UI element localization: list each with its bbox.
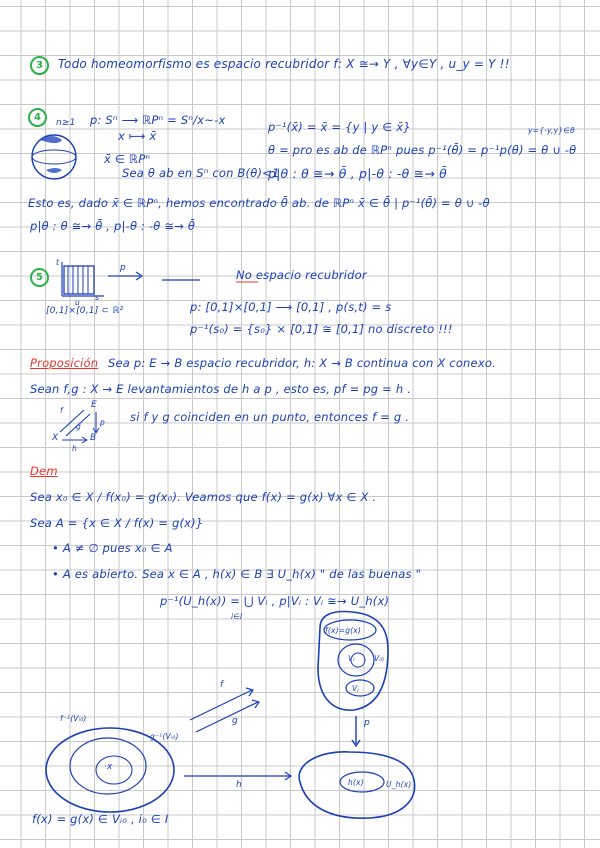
projection-arrow-label: p: [120, 263, 126, 273]
open-set-definition: Sea θ ab en Sⁿ con B(θ)<1: [122, 166, 280, 180]
theta-open: θ = pro es ab de ℝPⁿ pues p⁻¹(θ̄) = p⁻¹p(θ) = θ ∪ -θ: [268, 143, 577, 157]
label-f-inv: f⁻¹(Vᵢ₀): [60, 714, 87, 723]
label-x: ·x: [104, 762, 113, 772]
unit-square-label: [0,1]×[0,1] ⊂ ℝ²: [46, 306, 124, 316]
label-h: h: [236, 780, 242, 790]
axis-s: s: [95, 293, 100, 302]
conclusion-line: Esto es, dado x̄ ∈ ℝPⁿ, hemos encontrado θ̄ ab. de ℝPⁿ x̄ ∈ θ̄ | p⁻¹(θ̄) = θ ∪ -θ: [28, 196, 490, 210]
restriction-homeos-2: p|θ : θ ≅→ θ̄ , p|-θ : -θ ≅→ θ̄: [30, 219, 196, 233]
label-f: f: [220, 680, 224, 690]
label-fx-gx: f(x)=g(x): [325, 626, 362, 635]
diagram-p: p: [100, 418, 105, 427]
label-vi: Vᵢ: [348, 654, 355, 663]
label-g-inv: g⁻¹(Vᵢ₀): [150, 732, 179, 741]
proof-line-1: Sea x₀ ∈ X / f(x₀) = g(x₀). Veamos que f(x) = g(x) ∀x ∈ X .: [30, 490, 377, 504]
proof-bullet-1: • A ≠ ∅ pues x₀ ∈ A: [52, 541, 173, 555]
diagram-E: E: [91, 400, 97, 410]
diagram-h: h: [72, 444, 77, 453]
proof-title: Dem: [30, 464, 58, 478]
label-g: g: [232, 716, 238, 726]
item-number-4: 4: [28, 108, 47, 127]
n-condition: n≥1: [56, 118, 76, 128]
item-number-3: 3: [30, 56, 49, 75]
diagram-f: f: [60, 406, 63, 415]
proof-bullet-2: • A es abierto. Sea x ∈ A , h(x) ∈ B ∃ U_h(x) " de las buenas ": [52, 567, 422, 581]
projection-map: p: [0,1]×[0,1] ⟶ [0,1] , p(s,t) = s: [190, 300, 392, 314]
proposition-line-2: Sean f,g : X → E levantamientos de h a p , esto es, pf = pg = h .: [30, 382, 412, 396]
label-hx: h(x): [348, 778, 364, 787]
preimage-decomposition: p⁻¹(U_h(x)) = ⋃ Vᵢ , p|Vᵢ : Vᵢ ≅→ U_h(x): [160, 594, 390, 608]
label-vi0: Vᵢ₀: [374, 654, 385, 663]
xbar-in-rpn: x̄ ∈ ℝPⁿ: [104, 152, 151, 166]
index-set: i∈I: [231, 612, 243, 621]
proof-bottom-line: f(x) = g(x) ∈ Vᵢ₀ , i₀ ∈ I: [32, 812, 169, 826]
restriction-homeos: p|θ : θ ≅→ θ̄ , p|-θ : -θ ≅→ θ̄: [268, 166, 448, 181]
diagram-B: B: [90, 433, 97, 443]
proposition-line-1: Sea p: E → B espacio recubridor, h: X → B continua con X conexo.: [108, 356, 496, 370]
proposition-line-3: si f y g coinciden en un punto, entonces f = g .: [130, 410, 410, 424]
label-U: U_h(x): [386, 780, 412, 789]
axis-u: u: [75, 298, 80, 307]
diagram-X: X: [52, 433, 59, 443]
projective-map: p: Sⁿ ⟶ ℝPⁿ = Sⁿ/x~-x: [90, 113, 226, 127]
proof-line-2: Sea A = {x ∈ X / f(x) = g(x)}: [30, 516, 204, 530]
homeomorphism-statement: Todo homeomorfismo es espacio recubridor f: X ≅→ Y , ∀y∈Y , u_y = Y !!: [58, 57, 510, 71]
label-p: p: [364, 718, 370, 728]
top-right-note: y={-y,y}∈θ: [528, 126, 575, 135]
diagram-g: g: [76, 422, 81, 431]
not-covering-note: No espacio recubridor: [236, 268, 367, 282]
label-vj: Vⱼ: [352, 684, 359, 693]
axis-t: t: [56, 258, 60, 267]
item-number-5: 5: [30, 268, 49, 287]
fiber-not-discrete: p⁻¹(s₀) = {s₀} × [0,1] ≅ [0,1] no discreto !!!: [190, 322, 453, 336]
proposition-title: Proposición: [30, 356, 99, 370]
map-element: x ⟼ x̄: [118, 129, 157, 143]
fiber-definition: p⁻¹(x̄) = x̄ = {y | y ∈ x̄}: [268, 120, 411, 134]
